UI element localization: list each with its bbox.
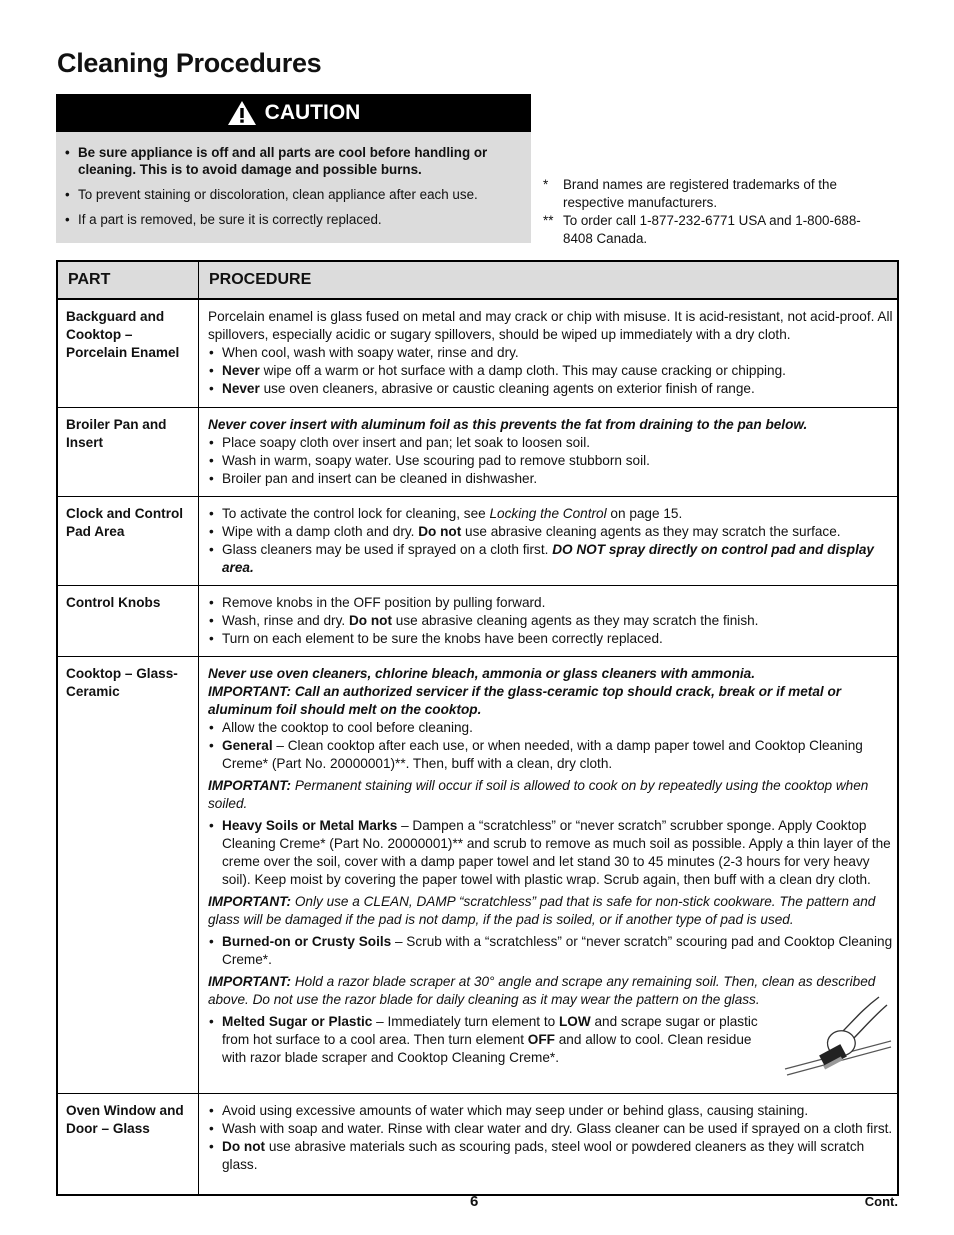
- bullet-text: Glass cleaners may be used if sprayed on a cloth first.: [222, 542, 553, 557]
- part-name: Control Knobs: [57, 586, 199, 657]
- emphasis: Burned-on or Crusty Soils: [222, 934, 392, 949]
- caution-list: [56, 132, 531, 228]
- column-header-part: PART: [57, 261, 199, 299]
- bullet-text: wipe off a warm or hot surface with a damp cloth. This may cause cracking or chipping.: [259, 363, 786, 378]
- procedure-bullet: • Broiler pan and insert can be cleaned in dishwasher.: [208, 470, 893, 488]
- table-row: [57, 586, 898, 657]
- emphasis: Heavy Soils or Metal Marks: [222, 818, 398, 833]
- warning-icon: [227, 100, 257, 126]
- procedure-bullet: [208, 737, 893, 773]
- important-note: [208, 893, 893, 929]
- procedure-bullet: • Place soapy cloth over insert and pan; let soak to loosen soil.: [208, 434, 893, 452]
- footnote: [543, 176, 883, 212]
- emphasis: OFF: [527, 1032, 555, 1047]
- footnote-mark: **: [543, 213, 554, 228]
- procedure-bullet: • Wash with soap and water. Rinse with clear water and dry. Glass cleaner can be used if sprayed on a cloth first.: [208, 1120, 893, 1138]
- emphasis: DO NOT spray directly on control pad and display area.: [222, 542, 874, 575]
- procedure-bullet: • Allow the cooktop to cool before cleaning.: [208, 719, 893, 737]
- bullet-text: – Immediately turn element to: [372, 1014, 559, 1029]
- part-name: Backguard and Cooktop – Porcelain Enamel: [57, 299, 199, 408]
- procedure-bullet: [208, 541, 893, 577]
- table-row: [57, 1094, 898, 1196]
- part-name: Oven Window and Door – Glass: [57, 1094, 199, 1196]
- caution-header: [56, 94, 531, 132]
- procedure-cell: [199, 657, 899, 1094]
- important-text: Hold a razor blade scraper at 30° angle and scrape any remaining soil. Then, clean as described above. Do not use the razor blade for daily cleaning as it may wear the pattern on the glass.: [208, 974, 876, 1007]
- table-header-row: [57, 261, 898, 299]
- emphasis: Never: [222, 381, 260, 396]
- bullet-text: – Clean cooktop after each use, or when needed, with a damp paper towel and Cooktop Cleaning Creme* (Part No. 20000001)**. Then, buff with a clean, dry cloth.: [222, 738, 863, 771]
- procedure-bullet: [208, 505, 893, 523]
- emphasis: LOW: [558, 1014, 591, 1029]
- table-row: [57, 657, 898, 1094]
- bullet-text: on page 15.: [606, 506, 683, 521]
- bullet-text: use abrasive materials such as scouring pads, steel wool or powdered cleaners as they will scratch glass.: [222, 1139, 865, 1172]
- bullet-text: To activate the control lock for cleaning, see: [222, 506, 490, 521]
- page-title: Cleaning Procedures: [57, 48, 322, 78]
- bullet-text: – Scrub with a “scratchless” or “never scratch” scouring pad and Cooktop Cleaning Creme*.: [222, 934, 893, 967]
- emphasis: Do not: [222, 1139, 266, 1154]
- bullet-text: use abrasive cleaning agents as they may scratch the surface.: [461, 524, 841, 539]
- razor-scraper-illustration: [783, 991, 893, 1081]
- table-row: [57, 497, 898, 586]
- procedure-bullet: [208, 612, 893, 630]
- procedure-warning: Never use oven cleaners, chlorine bleach, ammonia or glass cleaners with ammonia.: [208, 666, 755, 681]
- caution-item: • To prevent staining or discoloration, clean appliance after each use.: [64, 186, 523, 203]
- footnote-mark: *: [543, 177, 549, 192]
- procedure-bullet: [208, 1138, 893, 1174]
- emphasis: Do not: [348, 613, 392, 628]
- procedure-cell: [199, 299, 899, 408]
- procedure-warning: IMPORTANT: Call an authorized servicer if the glass-ceramic top should crack, break or if metal or aluminum foil should melt on the cooktop.: [208, 684, 842, 717]
- bullet-text: Wipe with a damp cloth and dry.: [222, 524, 419, 539]
- procedure-intro: Porcelain enamel is glass fused on metal and may crack or chip with misuse. It is acid-resistant, not acid-proof. All spillovers, especially acidic or sugary spillovers, should be wiped up immediately with a dry cloth.: [208, 309, 893, 342]
- table-row: [57, 408, 898, 497]
- footnote: [543, 212, 883, 248]
- procedure-cell: [199, 408, 899, 497]
- cross-reference: Locking the Control: [489, 506, 607, 521]
- emphasis: Melted Sugar or Plastic: [222, 1014, 373, 1029]
- important-text: Permanent staining will occur if soil is allowed to cook on by repeatedly using the cooktop when soiled.: [208, 778, 869, 811]
- bullet-text: use abrasive cleaning agents as they may scratch the finish.: [391, 613, 759, 628]
- column-header-procedure: PROCEDURE: [199, 261, 899, 299]
- procedure-cell: [199, 1094, 899, 1196]
- part-name: Clock and Control Pad Area: [57, 497, 199, 586]
- footnote-text: To order call 1-877-232-6771 USA and 1-800-688-8408 Canada.: [563, 213, 861, 246]
- important-label: IMPORTANT:: [208, 894, 292, 909]
- part-name: Broiler Pan and Insert: [57, 408, 199, 497]
- footnotes: [543, 176, 883, 248]
- procedure-bullet: [208, 933, 893, 969]
- emphasis: General: [222, 738, 273, 753]
- procedure-bullet: [208, 817, 893, 889]
- emphasis: Do not: [418, 524, 462, 539]
- procedure-bullet: [208, 523, 893, 541]
- emphasis: Never: [222, 363, 260, 378]
- caution-item: • Be sure appliance is off and all parts are cool before handling or cleaning. This is to avoid damage and possible burns.: [64, 144, 523, 178]
- important-label: IMPORTANT:: [208, 974, 292, 989]
- footnote-text: Brand names are registered trademarks of the respective manufacturers.: [563, 177, 837, 210]
- page-number: 6: [470, 1193, 479, 1210]
- procedure-bullet: • Wash in warm, soapy water. Use scouring pad to remove stubborn soil.: [208, 452, 893, 470]
- caution-item: • If a part is removed, be sure it is correctly replaced.: [64, 211, 523, 228]
- bullet-text: Wash, rinse and dry.: [222, 613, 349, 628]
- important-note: [208, 777, 893, 813]
- bullet-text: use oven cleaners, abrasive or caustic cleaning agents on exterior finish of range.: [259, 381, 755, 396]
- procedure-bullet: [208, 362, 893, 380]
- continued-label: Cont.: [864, 1194, 898, 1209]
- procedure-cell: [199, 497, 899, 586]
- caution-box: [56, 94, 531, 243]
- bullet-text: and scrape sugar or plastic from hot surface to a cool area. Then turn element: [222, 1014, 758, 1047]
- procedure-bullet: • Remove knobs in the OFF position by pulling forward.: [208, 594, 893, 612]
- important-text: Only use a CLEAN, DAMP “scratchless” pad that is safe for non-stick cookware. The pattern and glass will be damaged if the pad is not damp, if the pad is soiled, or if another type of pad is used.: [208, 894, 876, 927]
- bullet-text: and allow to cool. Clean residue with razor blade scraper and Cooktop Cleaning Creme*.: [222, 1032, 752, 1065]
- important-label: IMPORTANT:: [208, 778, 292, 793]
- part-name: Cooktop – Glass-Ceramic: [57, 657, 199, 1094]
- procedure-bullet: • When cool, wash with soapy water, rinse and dry.: [208, 344, 893, 362]
- caution-heading: CAUTION: [264, 101, 361, 124]
- table-row: [57, 299, 898, 408]
- bullet-text: – Dampen a “scratchless” or “never scratch” scrubber sponge. Apply Cooktop Cleaning Creme* (Part No. 20000001)** and scrub to remove as much soil as possible. Apply a thin layer of the creme over the soil, cover with a damp paper towel and let stand 30 to 45 minutes (2-3 hours for very heavy soil). Keep moist by covering the paper towel with plastic wrap. Scrub again, then buff with a clean dry cloth.: [222, 818, 891, 887]
- procedure-cell: [199, 586, 899, 657]
- procedure-bullet: • Turn on each element to be sure the knobs have been correctly replaced.: [208, 630, 893, 648]
- cleaning-table: [56, 260, 899, 1196]
- procedure-bullet: [208, 380, 893, 398]
- procedure-warning: Never cover insert with aluminum foil as this prevents the fat from draining to the pan below.: [208, 417, 808, 432]
- procedure-bullet: • Avoid using excessive amounts of water which may seep under or behind glass, causing staining.: [208, 1102, 893, 1120]
